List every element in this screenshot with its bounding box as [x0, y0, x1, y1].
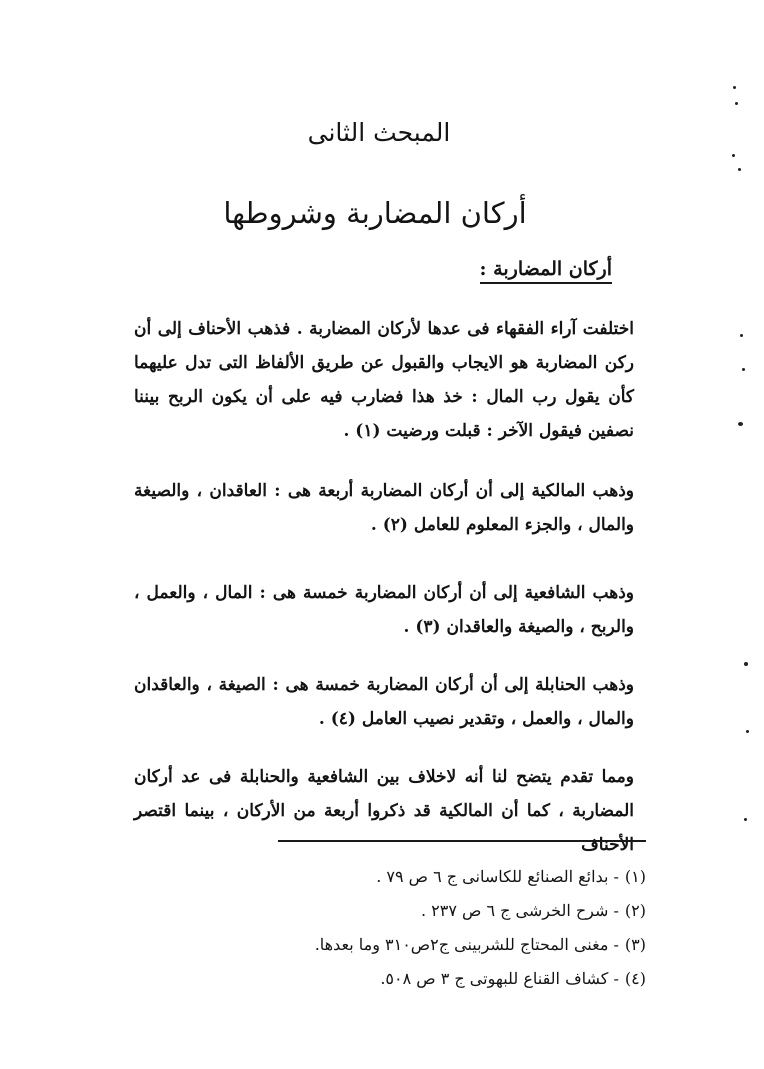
scan-speck — [733, 86, 736, 89]
footnote-3 — [315, 928, 646, 962]
footnote-text: - شرح الخرشى ج ٦ ص ٢٣٧ . — [420, 901, 619, 920]
paragraph-hanafi: اختلفت آراء الفقهاء فى عدها لأركان المضاربة . فذهب الأحناف إلى أن ركن المضاربة هو الايجاب والقبول عن طريق الألفاظ التى تدل عليهما كأن يقول رب المال : خذ هذا فضارب فيه على أن يكون الربح بيننا نصفين فيقول الآخر : قبلت ورضيت (١) . — [134, 319, 634, 441]
scan-speck — [744, 662, 748, 666]
footnote-2 — [315, 894, 646, 928]
subheading-pillars: أركان المضاربة : — [480, 258, 612, 284]
footnote-number: (٢) — [624, 901, 646, 920]
chapter-title: أركان المضاربة وشروطها — [223, 196, 527, 230]
scan-speck — [742, 368, 745, 371]
paragraph-hanbali: وذهب الحنابلة إلى أن أركان المضاربة خمسة هى : الصيغة ، والعاقدان والمال ، والعمل ، وتقدير نصيب العامل (٤) . — [134, 675, 634, 729]
section-title: المبحث الثانى — [307, 118, 451, 147]
footnote-text: - كشاف القناع للبهوتى ج ٣ ص ٥٠٨. — [380, 969, 619, 988]
footnote-number: (٣) — [624, 935, 646, 954]
footnote-4 — [315, 962, 646, 996]
footnote-divider — [278, 840, 646, 842]
paragraph-shafii: وذهب الشافعية إلى أن أركان المضاربة خمسة هى : المال ، والعمل ، والربح ، والصيغة والعاقدان (٣) . — [134, 583, 634, 637]
footnotes — [315, 860, 646, 996]
footnote-1 — [315, 860, 646, 894]
footnote-number: (٤) — [624, 969, 646, 988]
scan-speck — [735, 102, 738, 105]
paragraph-summary: ومما تقدم يتضح لنا أنه لاخلاف بين الشافعية والحنابلة فى عد أركان المضاربة ، كما أن المالكية قد ذكروا أربعة من الأركان ، بينما اقتصر الأحناف — [134, 767, 634, 855]
scan-speck — [732, 154, 735, 157]
footnote-text: - مغنى المحتاج للشربينى ج٢ص٣١٠ وما بعدها. — [314, 935, 619, 954]
scan-speck — [740, 334, 743, 337]
paragraph-maliki: وذهب المالكية إلى أن أركان المضاربة أربعة هى : العاقدان ، والصيغة والمال ، والجزء المعلوم للعامل (٢) . — [134, 481, 634, 535]
scan-speck — [744, 818, 747, 821]
footnote-number: (١) — [624, 867, 646, 886]
scan-speck — [746, 730, 749, 733]
scan-speck — [738, 168, 741, 171]
scan-speck — [738, 422, 743, 426]
footnote-text: - بدائع الصنائع للكاسانى ج ٦ ص ٧٩ . — [376, 867, 619, 886]
